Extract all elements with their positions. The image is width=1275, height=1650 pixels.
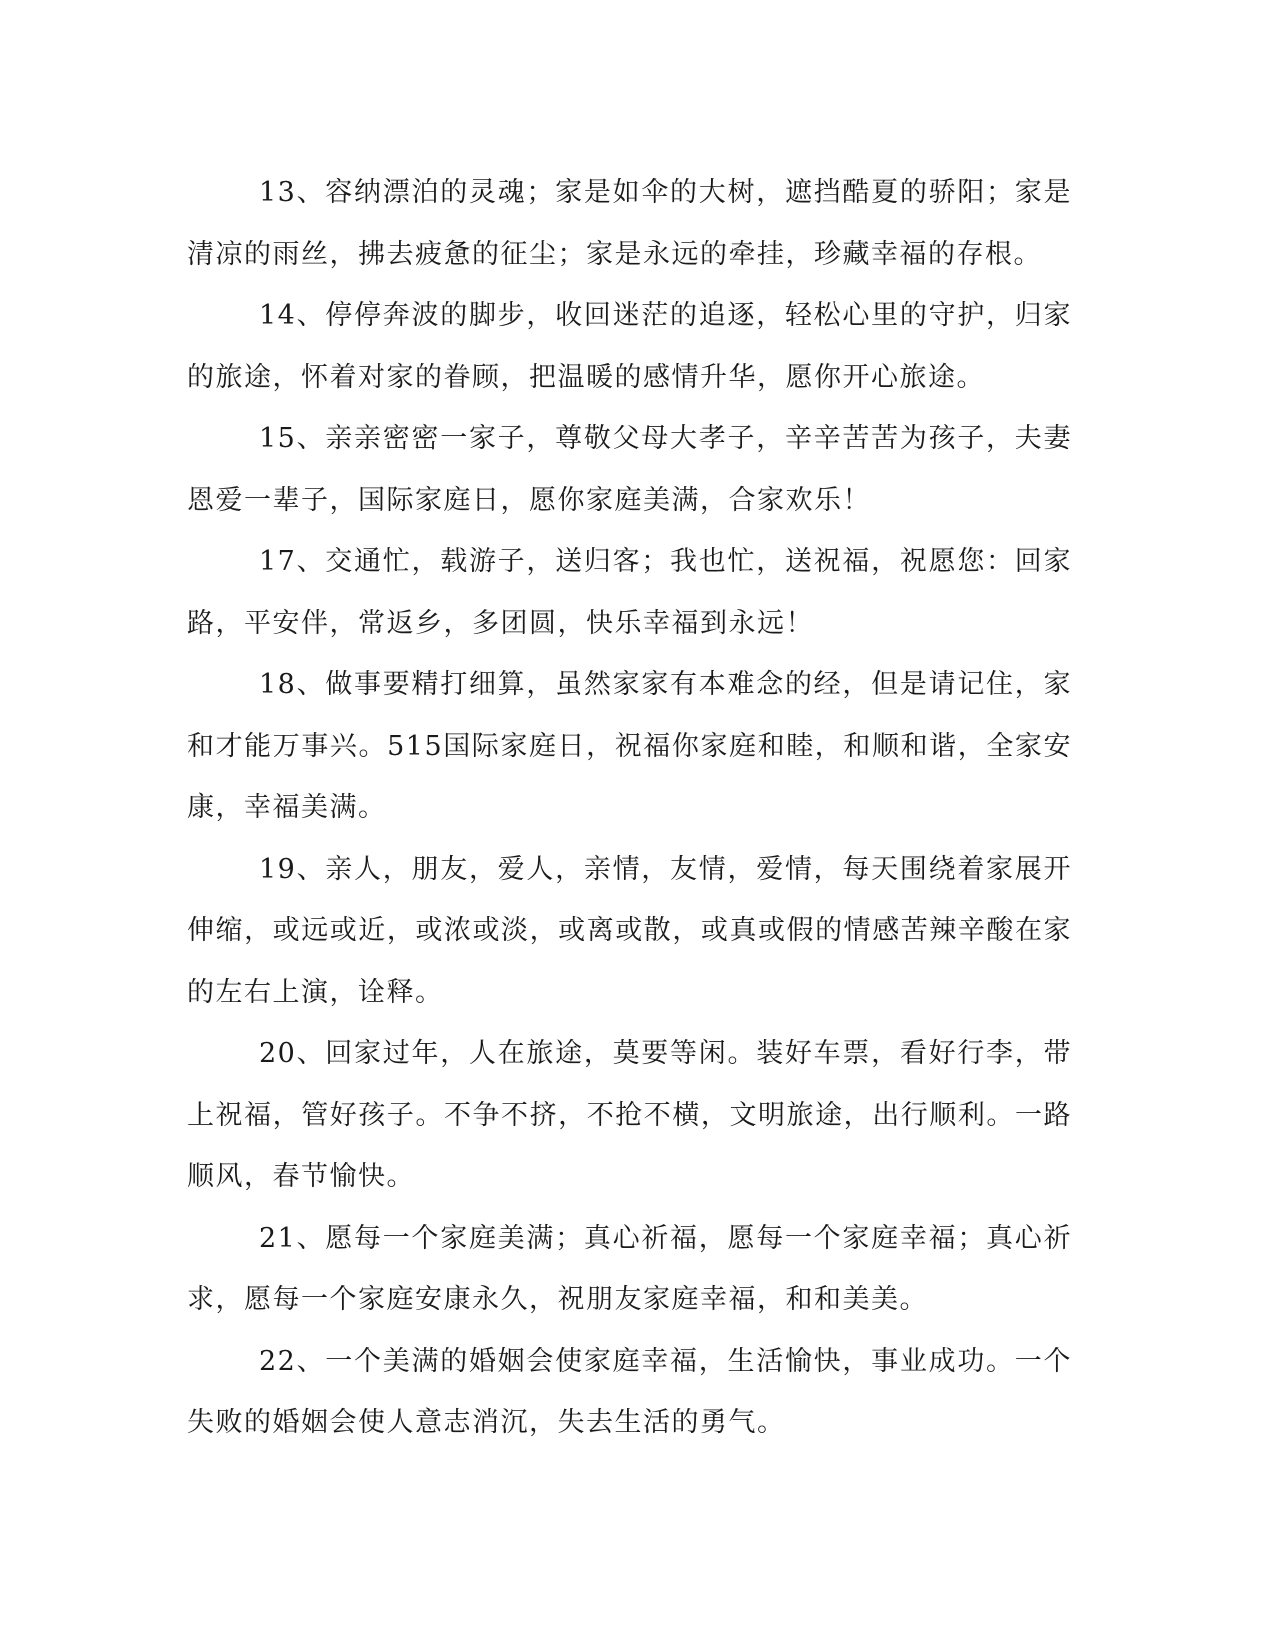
paragraph-18: 18、做事要精打细算，虽然家家有本难念的经，但是请记住，家和才能万事兴。515国际家庭日，祝福你家庭和睦，和顺和谐，全家安康，幸福美满。 <box>187 669 1072 823</box>
paragraph-17: 17、交通忙，载游子，送归客；我也忙，送祝福，祝愿您：回家路，平安伴，常返乡，多团圆，快乐幸福到永远！ <box>187 546 1072 639</box>
paragraph-22: 22、一个美满的婚姻会使家庭幸福，生活愉快，事业成功。一个失败的婚姻会使人意志消沉，失去生活的勇气。 <box>187 1345 1072 1438</box>
paragraph-14: 14、停停奔波的脚步，收回迷茫的追逐，轻松心里的守护，归家的旅途，怀着对家的眷顾，把温暖的感情升华，愿你开心旅途。 <box>187 300 1072 393</box>
paragraph-19: 19、亲人，朋友，爱人，亲情，友情，爱情，每天围绕着家展开伸缩，或远或近，或浓或淡，或离或散，或真或假的情感苦辣辛酸在家的左右上演，诠释。 <box>187 853 1072 1008</box>
document-body <box>187 162 1072 1454</box>
paragraph-21: 21、愿每一个家庭美满；真心祈福，愿每一个家庭幸福；真心祈求，愿每一个家庭安康永久，祝朋友家庭幸福，和和美美。 <box>187 1222 1072 1315</box>
paragraph-20: 20、回家过年，人在旅途，莫要等闲。装好车票，看好行李，带上祝福，管好孩子。不争不挤，不抢不横，文明旅途，出行顺利。一路顺风，春节愉快。 <box>187 1038 1072 1192</box>
paragraph-13: 13、容纳漂泊的灵魂；家是如伞的大树，遮挡酷夏的骄阳；家是清凉的雨丝，拂去疲惫的征尘；家是永远的牵挂，珍藏幸福的存根。 <box>187 177 1072 270</box>
paragraph-15: 15、亲亲密密一家子，尊敬父母大孝子，辛辛苦苦为孩子，夫妻恩爱一辈子，国际家庭日，愿你家庭美满，合家欢乐！ <box>187 423 1072 516</box>
